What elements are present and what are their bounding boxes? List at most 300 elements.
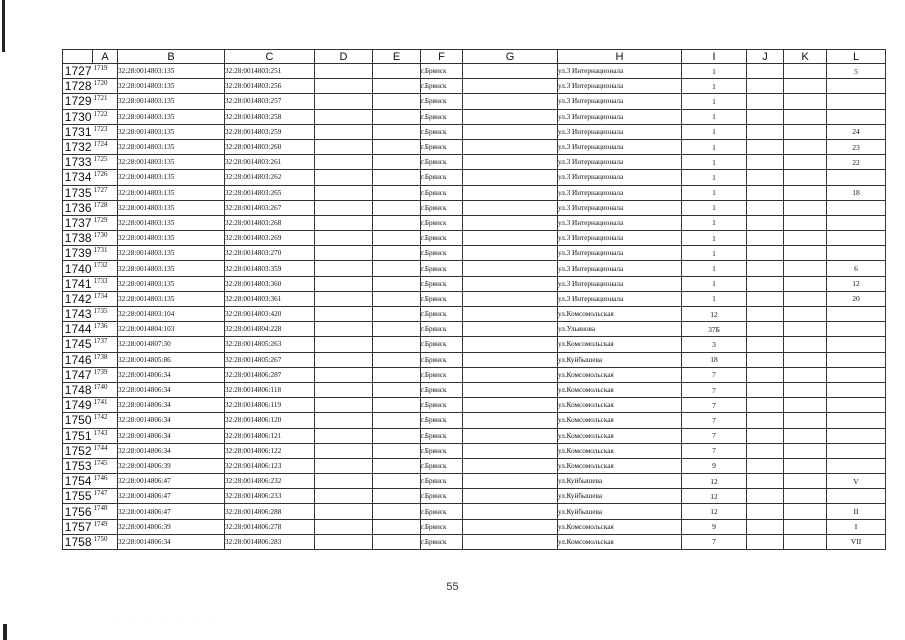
cell-g[interactable] bbox=[463, 489, 558, 504]
cell-h[interactable]: ул.3 Интернационала bbox=[558, 231, 682, 246]
cell-l[interactable] bbox=[827, 458, 886, 473]
cell-d[interactable] bbox=[315, 458, 373, 473]
cell-k[interactable] bbox=[784, 458, 827, 473]
cell-i[interactable]: 1 bbox=[682, 139, 747, 154]
cell-c[interactable]: 32:28:0014806:283 bbox=[225, 534, 315, 549]
cell-d[interactable] bbox=[315, 382, 373, 397]
row-number[interactable]: 1750 bbox=[63, 413, 93, 428]
cell-g[interactable] bbox=[463, 231, 558, 246]
row-number[interactable]: 1731 bbox=[63, 124, 93, 139]
row-number[interactable]: 1749 bbox=[63, 398, 93, 413]
cell-i[interactable]: 1 bbox=[682, 64, 747, 79]
cell-e[interactable] bbox=[373, 291, 421, 306]
cell-g[interactable] bbox=[463, 382, 558, 397]
cell-e[interactable] bbox=[373, 352, 421, 367]
cell-b[interactable]: 32:28:0014803:135 bbox=[118, 261, 225, 276]
cell-g[interactable] bbox=[463, 124, 558, 139]
cell-e[interactable] bbox=[373, 489, 421, 504]
cell-g[interactable] bbox=[463, 246, 558, 261]
cell-b[interactable]: 32:28:0014803:135 bbox=[118, 185, 225, 200]
cell-f[interactable]: г.Брянск bbox=[421, 307, 463, 322]
cell-i[interactable]: 1 bbox=[682, 170, 747, 185]
cell-d[interactable] bbox=[315, 534, 373, 549]
cell-f[interactable]: г.Брянск bbox=[421, 474, 463, 489]
cell-k[interactable] bbox=[784, 79, 827, 94]
row-number[interactable]: 1751 bbox=[63, 428, 93, 443]
cell-b[interactable]: 32:28:0014806:47 bbox=[118, 489, 225, 504]
row-number[interactable]: 1742 bbox=[63, 291, 93, 306]
cell-d[interactable] bbox=[315, 246, 373, 261]
cell-d[interactable] bbox=[315, 109, 373, 124]
row-number[interactable]: 1741 bbox=[63, 276, 93, 291]
cell-j[interactable] bbox=[747, 534, 784, 549]
cell-a[interactable]: 1742 bbox=[93, 413, 118, 428]
cell-l[interactable] bbox=[827, 170, 886, 185]
cell-a[interactable]: 1750 bbox=[93, 534, 118, 549]
cell-f[interactable]: г.Брянск bbox=[421, 155, 463, 170]
cell-h[interactable]: ул.Комсомольская bbox=[558, 413, 682, 428]
cell-d[interactable] bbox=[315, 398, 373, 413]
cell-d[interactable] bbox=[315, 124, 373, 139]
cell-b[interactable]: 32:28:0014806:34 bbox=[118, 534, 225, 549]
cell-l[interactable] bbox=[827, 246, 886, 261]
cell-b[interactable]: 32:28:0014806:34 bbox=[118, 367, 225, 382]
cell-d[interactable] bbox=[315, 79, 373, 94]
cell-g[interactable] bbox=[463, 261, 558, 276]
cell-i[interactable]: 1 bbox=[682, 200, 747, 215]
cell-f[interactable]: г.Брянск bbox=[421, 322, 463, 337]
cell-g[interactable] bbox=[463, 139, 558, 154]
cell-j[interactable] bbox=[747, 64, 784, 79]
cell-j[interactable] bbox=[747, 307, 784, 322]
cell-c[interactable]: 32:28:0014805:267 bbox=[225, 352, 315, 367]
cell-d[interactable] bbox=[315, 170, 373, 185]
cell-e[interactable] bbox=[373, 246, 421, 261]
cell-h[interactable]: ул.3 Интернационала bbox=[558, 200, 682, 215]
cell-h[interactable]: ул.Комсомольская bbox=[558, 534, 682, 549]
cell-f[interactable]: г.Брянск bbox=[421, 352, 463, 367]
cell-a[interactable]: 1723 bbox=[93, 124, 118, 139]
cell-b[interactable]: 32:28:0014803:135 bbox=[118, 200, 225, 215]
cell-d[interactable] bbox=[315, 519, 373, 534]
row-number[interactable]: 1737 bbox=[63, 215, 93, 230]
cell-b[interactable]: 32:28:0014806:39 bbox=[118, 519, 225, 534]
row-number[interactable]: 1736 bbox=[63, 200, 93, 215]
cell-b[interactable]: 32:28:0014803:135 bbox=[118, 246, 225, 261]
cell-h[interactable]: ул.3 Интернационала bbox=[558, 139, 682, 154]
row-number[interactable]: 1728 bbox=[63, 79, 93, 94]
cell-a[interactable]: 1739 bbox=[93, 367, 118, 382]
cell-c[interactable]: 32:28:0014806:120 bbox=[225, 413, 315, 428]
cell-d[interactable] bbox=[315, 337, 373, 352]
cell-i[interactable]: 1 bbox=[682, 276, 747, 291]
cell-f[interactable]: г.Брянск bbox=[421, 261, 463, 276]
cell-e[interactable] bbox=[373, 185, 421, 200]
cell-b[interactable]: 32:28:0014803:135 bbox=[118, 231, 225, 246]
cell-d[interactable] bbox=[315, 322, 373, 337]
cell-f[interactable]: г.Брянск bbox=[421, 291, 463, 306]
cell-g[interactable] bbox=[463, 443, 558, 458]
cell-e[interactable] bbox=[373, 170, 421, 185]
cell-c[interactable]: 32:28:0014806:278 bbox=[225, 519, 315, 534]
cell-d[interactable] bbox=[315, 261, 373, 276]
cell-h[interactable]: ул.Ульянова bbox=[558, 322, 682, 337]
cell-i[interactable]: 18 bbox=[682, 352, 747, 367]
cell-l[interactable] bbox=[827, 489, 886, 504]
cell-g[interactable] bbox=[463, 307, 558, 322]
cell-f[interactable]: г.Брянск bbox=[421, 170, 463, 185]
cell-e[interactable] bbox=[373, 398, 421, 413]
cell-i[interactable]: 12 bbox=[682, 307, 747, 322]
cell-l[interactable] bbox=[827, 215, 886, 230]
cell-i[interactable]: 1 bbox=[682, 185, 747, 200]
cell-g[interactable] bbox=[463, 276, 558, 291]
cell-j[interactable] bbox=[747, 231, 784, 246]
cell-f[interactable]: г.Брянск bbox=[421, 534, 463, 549]
cell-d[interactable] bbox=[315, 64, 373, 79]
cell-a[interactable]: 1748 bbox=[93, 504, 118, 519]
cell-j[interactable] bbox=[747, 291, 784, 306]
cell-g[interactable] bbox=[463, 64, 558, 79]
cell-k[interactable] bbox=[784, 124, 827, 139]
row-number[interactable]: 1743 bbox=[63, 307, 93, 322]
cell-f[interactable]: г.Брянск bbox=[421, 367, 463, 382]
cell-h[interactable]: ул.3 Интернационала bbox=[558, 94, 682, 109]
cell-a[interactable]: 1734 bbox=[93, 291, 118, 306]
cell-l[interactable] bbox=[827, 428, 886, 443]
cell-c[interactable]: 32:28:0014803:270 bbox=[225, 246, 315, 261]
cell-i[interactable]: 1 bbox=[682, 94, 747, 109]
cell-k[interactable] bbox=[784, 185, 827, 200]
cell-d[interactable] bbox=[315, 94, 373, 109]
cell-a[interactable]: 1738 bbox=[93, 352, 118, 367]
cell-l[interactable]: I bbox=[827, 519, 886, 534]
row-number[interactable]: 1748 bbox=[63, 382, 93, 397]
cell-c[interactable]: 32:28:0014806:121 bbox=[225, 428, 315, 443]
cell-f[interactable]: г.Брянск bbox=[421, 200, 463, 215]
cell-a[interactable]: 1743 bbox=[93, 428, 118, 443]
cell-i[interactable]: 7 bbox=[682, 534, 747, 549]
cell-i[interactable]: 7 bbox=[682, 428, 747, 443]
cell-c[interactable]: 32:28:0014805:263 bbox=[225, 337, 315, 352]
cell-h[interactable]: ул.Комсомольская bbox=[558, 337, 682, 352]
cell-h[interactable]: ул.Куйбышева bbox=[558, 474, 682, 489]
cell-e[interactable] bbox=[373, 139, 421, 154]
cell-l[interactable] bbox=[827, 367, 886, 382]
cell-e[interactable] bbox=[373, 200, 421, 215]
cell-e[interactable] bbox=[373, 382, 421, 397]
cell-l[interactable] bbox=[827, 79, 886, 94]
cell-l[interactable]: II bbox=[827, 504, 886, 519]
cell-f[interactable]: г.Брянск bbox=[421, 504, 463, 519]
cell-j[interactable] bbox=[747, 489, 784, 504]
cell-g[interactable] bbox=[463, 200, 558, 215]
cell-c[interactable]: 32:28:0014804:228 bbox=[225, 322, 315, 337]
cell-g[interactable] bbox=[463, 474, 558, 489]
cell-f[interactable]: г.Брянск bbox=[421, 276, 463, 291]
cell-e[interactable] bbox=[373, 458, 421, 473]
cell-f[interactable]: г.Брянск bbox=[421, 246, 463, 261]
cell-h[interactable]: ул.3 Интернационала bbox=[558, 109, 682, 124]
cell-k[interactable] bbox=[784, 215, 827, 230]
cell-b[interactable]: 32:28:0014805:86 bbox=[118, 352, 225, 367]
cell-l[interactable]: VII bbox=[827, 534, 886, 549]
cell-j[interactable] bbox=[747, 322, 784, 337]
cell-g[interactable] bbox=[463, 109, 558, 124]
cell-b[interactable]: 32:28:0014803:135 bbox=[118, 155, 225, 170]
cell-f[interactable]: г.Брянск bbox=[421, 428, 463, 443]
row-number[interactable]: 1727 bbox=[63, 64, 93, 79]
cell-e[interactable] bbox=[373, 79, 421, 94]
cell-b[interactable]: 32:28:0014803:135 bbox=[118, 170, 225, 185]
cell-g[interactable] bbox=[463, 94, 558, 109]
cell-e[interactable] bbox=[373, 155, 421, 170]
cell-b[interactable]: 32:28:0014803:135 bbox=[118, 109, 225, 124]
cell-l[interactable] bbox=[827, 109, 886, 124]
cell-i[interactable]: 1 bbox=[682, 79, 747, 94]
cell-j[interactable] bbox=[747, 443, 784, 458]
cell-j[interactable] bbox=[747, 200, 784, 215]
cell-f[interactable]: г.Брянск bbox=[421, 382, 463, 397]
cell-f[interactable]: г.Брянск bbox=[421, 413, 463, 428]
cell-k[interactable] bbox=[784, 534, 827, 549]
cell-k[interactable] bbox=[784, 155, 827, 170]
cell-d[interactable] bbox=[315, 352, 373, 367]
cell-f[interactable]: г.Брянск bbox=[421, 79, 463, 94]
cell-a[interactable]: 1732 bbox=[93, 261, 118, 276]
cell-k[interactable] bbox=[784, 428, 827, 443]
cell-k[interactable] bbox=[784, 337, 827, 352]
cell-g[interactable] bbox=[463, 170, 558, 185]
cell-j[interactable] bbox=[747, 276, 784, 291]
cell-c[interactable]: 32:28:0014806:118 bbox=[225, 382, 315, 397]
row-number[interactable]: 1730 bbox=[63, 109, 93, 124]
cell-a[interactable]: 1731 bbox=[93, 246, 118, 261]
cell-h[interactable]: ул.Комсомольская bbox=[558, 398, 682, 413]
cell-g[interactable] bbox=[463, 428, 558, 443]
cell-k[interactable] bbox=[784, 276, 827, 291]
cell-g[interactable] bbox=[463, 291, 558, 306]
cell-a[interactable]: 1729 bbox=[93, 215, 118, 230]
cell-g[interactable] bbox=[463, 352, 558, 367]
cell-l[interactable] bbox=[827, 443, 886, 458]
cell-e[interactable] bbox=[373, 474, 421, 489]
cell-l[interactable]: 22 bbox=[827, 155, 886, 170]
cell-a[interactable]: 1730 bbox=[93, 231, 118, 246]
cell-k[interactable] bbox=[784, 504, 827, 519]
cell-f[interactable]: г.Брянск bbox=[421, 443, 463, 458]
cell-l[interactable] bbox=[827, 307, 886, 322]
cell-d[interactable] bbox=[315, 474, 373, 489]
cell-c[interactable]: 32:28:0014803:259 bbox=[225, 124, 315, 139]
cell-d[interactable] bbox=[315, 413, 373, 428]
cell-j[interactable] bbox=[747, 382, 784, 397]
cell-c[interactable]: 32:28:0014803:265 bbox=[225, 185, 315, 200]
cell-e[interactable] bbox=[373, 64, 421, 79]
cell-b[interactable]: 32:28:0014803:104 bbox=[118, 307, 225, 322]
cell-c[interactable]: 32:28:0014803:262 bbox=[225, 170, 315, 185]
row-number[interactable]: 1758 bbox=[63, 534, 93, 549]
row-number[interactable]: 1738 bbox=[63, 231, 93, 246]
cell-d[interactable] bbox=[315, 200, 373, 215]
cell-a[interactable]: 1724 bbox=[93, 139, 118, 154]
cell-g[interactable] bbox=[463, 413, 558, 428]
cell-j[interactable] bbox=[747, 155, 784, 170]
cell-h[interactable]: ул.Комсомольская bbox=[558, 443, 682, 458]
cell-f[interactable]: г.Брянск bbox=[421, 337, 463, 352]
cell-e[interactable] bbox=[373, 231, 421, 246]
cell-k[interactable] bbox=[784, 291, 827, 306]
cell-c[interactable]: 32:28:0014803:420 bbox=[225, 307, 315, 322]
cell-a[interactable]: 1720 bbox=[93, 79, 118, 94]
cell-l[interactable] bbox=[827, 231, 886, 246]
cell-d[interactable] bbox=[315, 489, 373, 504]
cell-k[interactable] bbox=[784, 352, 827, 367]
cell-b[interactable]: 32:28:0014806:47 bbox=[118, 474, 225, 489]
cell-b[interactable]: 32:28:0014803:135 bbox=[118, 124, 225, 139]
cell-d[interactable] bbox=[315, 231, 373, 246]
cell-a[interactable]: 1747 bbox=[93, 489, 118, 504]
cell-a[interactable]: 1727 bbox=[93, 185, 118, 200]
cell-l[interactable]: 12 bbox=[827, 276, 886, 291]
cell-c[interactable]: 32:28:0014803:260 bbox=[225, 139, 315, 154]
cell-a[interactable]: 1746 bbox=[93, 474, 118, 489]
cell-c[interactable]: 32:28:0014803:359 bbox=[225, 261, 315, 276]
cell-f[interactable]: г.Брянск bbox=[421, 124, 463, 139]
cell-k[interactable] bbox=[784, 367, 827, 382]
cell-k[interactable] bbox=[784, 200, 827, 215]
cell-e[interactable] bbox=[373, 109, 421, 124]
cell-g[interactable] bbox=[463, 155, 558, 170]
cell-e[interactable] bbox=[373, 215, 421, 230]
cell-a[interactable]: 1721 bbox=[93, 94, 118, 109]
row-number[interactable]: 1739 bbox=[63, 246, 93, 261]
cell-e[interactable] bbox=[373, 322, 421, 337]
cell-l[interactable]: 18 bbox=[827, 185, 886, 200]
cell-c[interactable]: 32:28:0014803:360 bbox=[225, 276, 315, 291]
cell-e[interactable] bbox=[373, 276, 421, 291]
cell-i[interactable]: 1 bbox=[682, 231, 747, 246]
row-number[interactable]: 1746 bbox=[63, 352, 93, 367]
cell-g[interactable] bbox=[463, 458, 558, 473]
cell-g[interactable] bbox=[463, 398, 558, 413]
cell-k[interactable] bbox=[784, 261, 827, 276]
cell-g[interactable] bbox=[463, 367, 558, 382]
cell-j[interactable] bbox=[747, 474, 784, 489]
cell-k[interactable] bbox=[784, 398, 827, 413]
cell-a[interactable]: 1726 bbox=[93, 170, 118, 185]
cell-j[interactable] bbox=[747, 246, 784, 261]
cell-i[interactable]: 9 bbox=[682, 458, 747, 473]
cell-b[interactable]: 32:28:0014803:135 bbox=[118, 64, 225, 79]
cell-d[interactable] bbox=[315, 443, 373, 458]
cell-h[interactable]: ул.Комсомольская bbox=[558, 307, 682, 322]
cell-i[interactable]: 3 bbox=[682, 337, 747, 352]
cell-j[interactable] bbox=[747, 519, 784, 534]
cell-b[interactable]: 32:28:0014804:103 bbox=[118, 322, 225, 337]
cell-a[interactable]: 1744 bbox=[93, 443, 118, 458]
cell-j[interactable] bbox=[747, 109, 784, 124]
row-number[interactable]: 1744 bbox=[63, 322, 93, 337]
cell-l[interactable] bbox=[827, 200, 886, 215]
cell-k[interactable] bbox=[784, 139, 827, 154]
cell-g[interactable] bbox=[463, 519, 558, 534]
cell-d[interactable] bbox=[315, 139, 373, 154]
cell-i[interactable]: 12 bbox=[682, 474, 747, 489]
cell-k[interactable] bbox=[784, 519, 827, 534]
cell-b[interactable]: 32:28:0014806:39 bbox=[118, 458, 225, 473]
cell-c[interactable]: 32:28:0014806:119 bbox=[225, 398, 315, 413]
cell-j[interactable] bbox=[747, 79, 784, 94]
cell-c[interactable]: 32:28:0014806:232 bbox=[225, 474, 315, 489]
cell-c[interactable]: 32:28:0014806:288 bbox=[225, 504, 315, 519]
cell-h[interactable]: ул.Комсомольская bbox=[558, 367, 682, 382]
cell-f[interactable]: г.Брянск bbox=[421, 139, 463, 154]
cell-e[interactable] bbox=[373, 413, 421, 428]
cell-k[interactable] bbox=[784, 307, 827, 322]
cell-i[interactable]: 12 bbox=[682, 504, 747, 519]
cell-h[interactable]: ул.3 Интернационала bbox=[558, 291, 682, 306]
cell-b[interactable]: 32:28:0014803:135 bbox=[118, 276, 225, 291]
cell-i[interactable]: 7 bbox=[682, 367, 747, 382]
cell-f[interactable]: г.Брянск bbox=[421, 458, 463, 473]
row-number[interactable]: 1745 bbox=[63, 337, 93, 352]
cell-f[interactable]: г.Брянск bbox=[421, 398, 463, 413]
cell-k[interactable] bbox=[784, 246, 827, 261]
row-number[interactable]: 1732 bbox=[63, 139, 93, 154]
cell-h[interactable]: ул.3 Интернационала bbox=[558, 215, 682, 230]
cell-e[interactable] bbox=[373, 443, 421, 458]
cell-j[interactable] bbox=[747, 337, 784, 352]
cell-c[interactable]: 32:28:0014806:122 bbox=[225, 443, 315, 458]
cell-i[interactable]: 9 bbox=[682, 519, 747, 534]
cell-h[interactable]: ул.3 Интернационала bbox=[558, 185, 682, 200]
cell-e[interactable] bbox=[373, 307, 421, 322]
cell-b[interactable]: 32:28:0014803:135 bbox=[118, 291, 225, 306]
cell-a[interactable]: 1728 bbox=[93, 200, 118, 215]
cell-d[interactable] bbox=[315, 291, 373, 306]
cell-b[interactable]: 32:28:0014806:47 bbox=[118, 504, 225, 519]
cell-g[interactable] bbox=[463, 337, 558, 352]
row-number[interactable]: 1740 bbox=[63, 261, 93, 276]
cell-i[interactable]: 1 bbox=[682, 155, 747, 170]
cell-a[interactable]: 1749 bbox=[93, 519, 118, 534]
cell-e[interactable] bbox=[373, 428, 421, 443]
cell-f[interactable]: г.Брянск bbox=[421, 185, 463, 200]
cell-a[interactable]: 1745 bbox=[93, 458, 118, 473]
cell-k[interactable] bbox=[784, 489, 827, 504]
row-number[interactable]: 1734 bbox=[63, 170, 93, 185]
cell-b[interactable]: 32:28:0014803:135 bbox=[118, 94, 225, 109]
row-number[interactable]: 1752 bbox=[63, 443, 93, 458]
cell-g[interactable] bbox=[463, 504, 558, 519]
row-number[interactable]: 1747 bbox=[63, 367, 93, 382]
cell-f[interactable]: г.Брянск bbox=[421, 215, 463, 230]
cell-k[interactable] bbox=[784, 170, 827, 185]
cell-c[interactable]: 32:28:0014803:258 bbox=[225, 109, 315, 124]
cell-c[interactable]: 32:28:0014803:257 bbox=[225, 94, 315, 109]
cell-i[interactable]: 7 bbox=[682, 398, 747, 413]
cell-h[interactable]: ул.Комсомольская bbox=[558, 382, 682, 397]
cell-l[interactable] bbox=[827, 94, 886, 109]
cell-e[interactable] bbox=[373, 367, 421, 382]
cell-b[interactable]: 32:28:0014806:34 bbox=[118, 428, 225, 443]
row-number[interactable]: 1754 bbox=[63, 474, 93, 489]
cell-l[interactable]: V bbox=[827, 474, 886, 489]
cell-i[interactable]: 7 bbox=[682, 443, 747, 458]
cell-f[interactable]: г.Брянск bbox=[421, 519, 463, 534]
cell-g[interactable] bbox=[463, 185, 558, 200]
